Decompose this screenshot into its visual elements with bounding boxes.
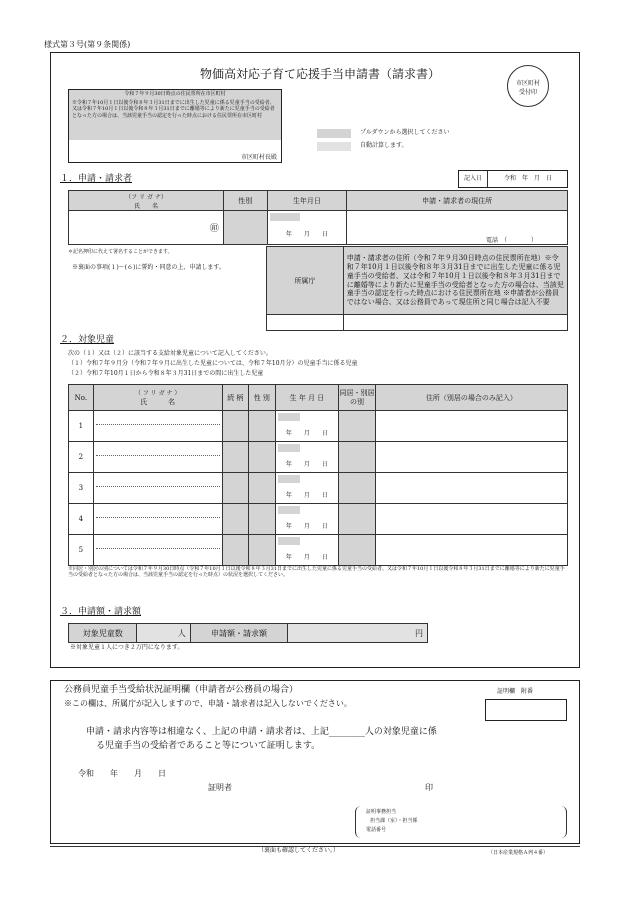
child-birth-text: 年 月 日 (285, 460, 328, 468)
child-birth-field[interactable] (275, 504, 339, 535)
child-address-field[interactable] (375, 411, 567, 442)
pledge-text: ※裏面の事項(１)～(６)に誓約・同意の上、申請します。 (72, 264, 225, 271)
child-name-field[interactable] (93, 473, 222, 504)
child-birth-text: 年 月 日 (285, 491, 328, 499)
section2-item1: （１）令和７年９月分（令和７年９月に出生した児童については、令和７年10月分）の児童手当に係る児童 (68, 360, 358, 367)
child-address-field[interactable] (375, 535, 567, 566)
applicant-name-field[interactable] (69, 211, 224, 245)
child-separate-select[interactable] (339, 504, 375, 535)
applicant-gender-select[interactable] (223, 211, 267, 245)
agency-label: 所属庁 (267, 247, 344, 315)
child-separate-select[interactable] (339, 535, 375, 566)
contact-line3: 電話番号 (366, 827, 387, 833)
residence-header: 令和７年９月30日時点の住民票所在市区町村 (124, 91, 226, 97)
cert-note: ※この欄は、所属庁が記入しますので、申請・請求者は記入しないでください。 (64, 699, 352, 708)
agency-table (266, 246, 568, 331)
count-unit: 人 (177, 628, 186, 638)
section2-footnote: ※同居・別居の別については令和７年９月30日時点（令和７年10月１日以後令和８年３月31日までに出生した児童に係る児童手当の受給者、又は令和７年10月１日以後令和８年３月31日までに離婚等により新たに児童手当の受給者となった方の場合は、当該児童手当の認定を行った時点）の状況を選択してください。 (68, 566, 565, 579)
cert-num-field[interactable] (485, 699, 567, 721)
children-table (68, 384, 568, 566)
stamp-line1: 市区町村 (515, 80, 540, 87)
gender-label: 性別 (223, 191, 267, 211)
name-label: 氏 名 (133, 202, 158, 210)
pulldown-legend-text: プルダウンから選択してください (360, 129, 450, 136)
agency-address-note: 申請・請求者の住所（令和７年９月30日時点の住民票所在地）※令和７年10月１日以後令和８年３月31日までに出生した児童に係る児童手当の受給者、又は令和７年10月１日以後令和８年３月31日までに離婚等により新たに児童手当の受給者となった方の場合は、当該児童手当の認定を行った時点における住民票所在地 ※申請者が公務員ではない場合、又は公務員であって現住所と同じ場合は記入不要 (343, 247, 567, 315)
seal-mark: ㊞ (209, 224, 219, 234)
child-birth-field[interactable] (275, 535, 339, 566)
row-no: 5 (69, 535, 94, 566)
cert-num-label: 証明欄 附番 (497, 688, 534, 695)
sign-note: ＊記名押印に代えて署名することができます。 (68, 249, 173, 255)
section2-item2: （２）令和７年10月１日から令和８年３月31日までの間に出生した児童 (68, 370, 264, 377)
cert-seal: 印 (425, 783, 433, 792)
child-separate-select[interactable] (339, 473, 375, 504)
auto-legend-text: 自動計算します。 (360, 142, 408, 149)
agency-address-field[interactable] (343, 315, 567, 331)
child-name-field[interactable] (93, 535, 222, 566)
entry-date-box (458, 170, 568, 188)
cert-certifier: 証明者 (208, 783, 232, 792)
applicant-birth-text: 年 月 日 (285, 231, 328, 238)
section2-intro: 次の（１）又は（２）に該当する支給対象児童について記入してください。 (68, 350, 272, 357)
child-gender-select[interactable] (249, 504, 275, 535)
section3-note: ※対象児童１人につき２万円になります。 (70, 644, 184, 651)
child-count-field[interactable] (137, 624, 190, 643)
entry-date-label: 記入日 (459, 171, 488, 187)
row-no: 1 (69, 411, 94, 442)
child-gender-select[interactable] (249, 535, 275, 566)
auto-legend-swatch (317, 142, 351, 151)
child-relation-select[interactable] (222, 411, 248, 442)
contact-line2: 担当課（室）・担当係 (370, 818, 418, 824)
applicant-address-field[interactable] (347, 211, 568, 245)
birth-label: 生年月日 (267, 191, 347, 211)
col-no: No. (69, 385, 94, 411)
col-gender: 性 別 (249, 385, 275, 411)
amount-unit: 円 (415, 628, 423, 638)
child-birth-field[interactable] (275, 411, 339, 442)
form-title: 物価高対応子育て応援手当申請書（請求書） (200, 67, 441, 81)
child-address-field[interactable] (375, 473, 567, 504)
residence-footer: 市区町村長殿 (240, 154, 277, 161)
col-address: 住所（別居の場合のみ記入） (375, 385, 567, 411)
amount-table (68, 623, 428, 643)
child-birth-field[interactable] (275, 442, 339, 473)
amount-field[interactable] (288, 624, 428, 643)
child-row (69, 442, 568, 473)
child-row (69, 473, 568, 504)
col-birth: 生 年 月 日 (275, 385, 339, 411)
cert-title: 公務員児童手当受給状況証明欄（申請者が公務員の場合） (64, 685, 299, 695)
entry-date-value[interactable]: 令和 年 月 日 (503, 175, 552, 182)
footer-center: （裏面も確認してください。） (258, 847, 340, 854)
child-birth-text: 年 月 日 (285, 553, 328, 561)
col-furigana: （ フ リ ガ ナ ） (134, 390, 181, 397)
child-separate-select[interactable] (339, 411, 375, 442)
child-address-field[interactable] (375, 442, 567, 473)
furigana-label: （フ リ ガ ナ） (125, 193, 167, 201)
form-id: 様式第３号(第９条関係) (44, 40, 131, 49)
section2-heading: ２．対象児童 (60, 335, 115, 345)
phone-label: 電話 （ ） (485, 237, 537, 244)
stamp-line2: 受付印 (518, 89, 537, 96)
count-label: 対象児童数 (69, 624, 137, 643)
col-name: 氏 名 (140, 398, 176, 406)
reception-stamp (507, 65, 549, 107)
col-separate: 同居・別居の別 (339, 385, 375, 411)
amount-label: 申請額・請求額 (190, 624, 288, 643)
cert-body1: 申請・請求内容等は相違なく、上記の申請・請求者は、上記________人の対象児童に係 (86, 727, 437, 737)
child-relation-select[interactable] (222, 442, 248, 473)
child-row (69, 411, 568, 442)
child-gender-select[interactable] (249, 442, 275, 473)
row-no: 3 (69, 473, 94, 504)
residence-box (68, 89, 282, 163)
agency-field[interactable] (267, 315, 344, 331)
child-gender-select[interactable] (249, 411, 275, 442)
row-no: 4 (69, 504, 94, 535)
child-birth-text: 年 月 日 (285, 429, 328, 437)
row-no: 2 (69, 442, 94, 473)
child-row (69, 535, 568, 566)
child-row (69, 504, 568, 535)
section3-heading: ３．申請額・請求額 (60, 607, 142, 617)
residence-body: ※令和７年10月１日以後令和８年３月31日までに出生した児童に係る児童手当の受給者、又は令和７年10月１日以後令和８年３月31日までに離婚等により新たに児童手当の受給者となった方の場合は、当該児童手当の認定を行った時点における住民票所在市区町村 (72, 100, 275, 119)
cert-date: 令和 年 月 日 (78, 769, 166, 778)
pulldown-legend-swatch (317, 129, 351, 138)
child-name-field[interactable] (93, 442, 222, 473)
applicant-birth-field[interactable] (267, 211, 347, 245)
applicant-table (68, 190, 568, 245)
footer-right: （日本産業規格Ａ列４番） (488, 850, 549, 856)
col-relation: 続 柄 (222, 385, 248, 411)
child-birth-text: 年 月 日 (285, 522, 328, 530)
child-relation-select[interactable] (222, 504, 248, 535)
child-address-field[interactable] (375, 504, 567, 535)
child-relation-select[interactable] (222, 473, 248, 504)
child-birth-field[interactable] (275, 473, 339, 504)
child-name-field[interactable] (93, 411, 222, 442)
child-gender-select[interactable] (249, 473, 275, 504)
child-name-field[interactable] (93, 504, 222, 535)
address-label: 申請・請求者の現住所 (347, 191, 568, 211)
contact-line1: 証明事務担当 (366, 809, 397, 815)
section1-heading: １．申請・請求者 (60, 174, 133, 184)
child-separate-select[interactable] (339, 442, 375, 473)
cert-body2: る児童手当の受給者であること等について証明します。 (96, 741, 321, 751)
child-relation-select[interactable] (222, 535, 248, 566)
